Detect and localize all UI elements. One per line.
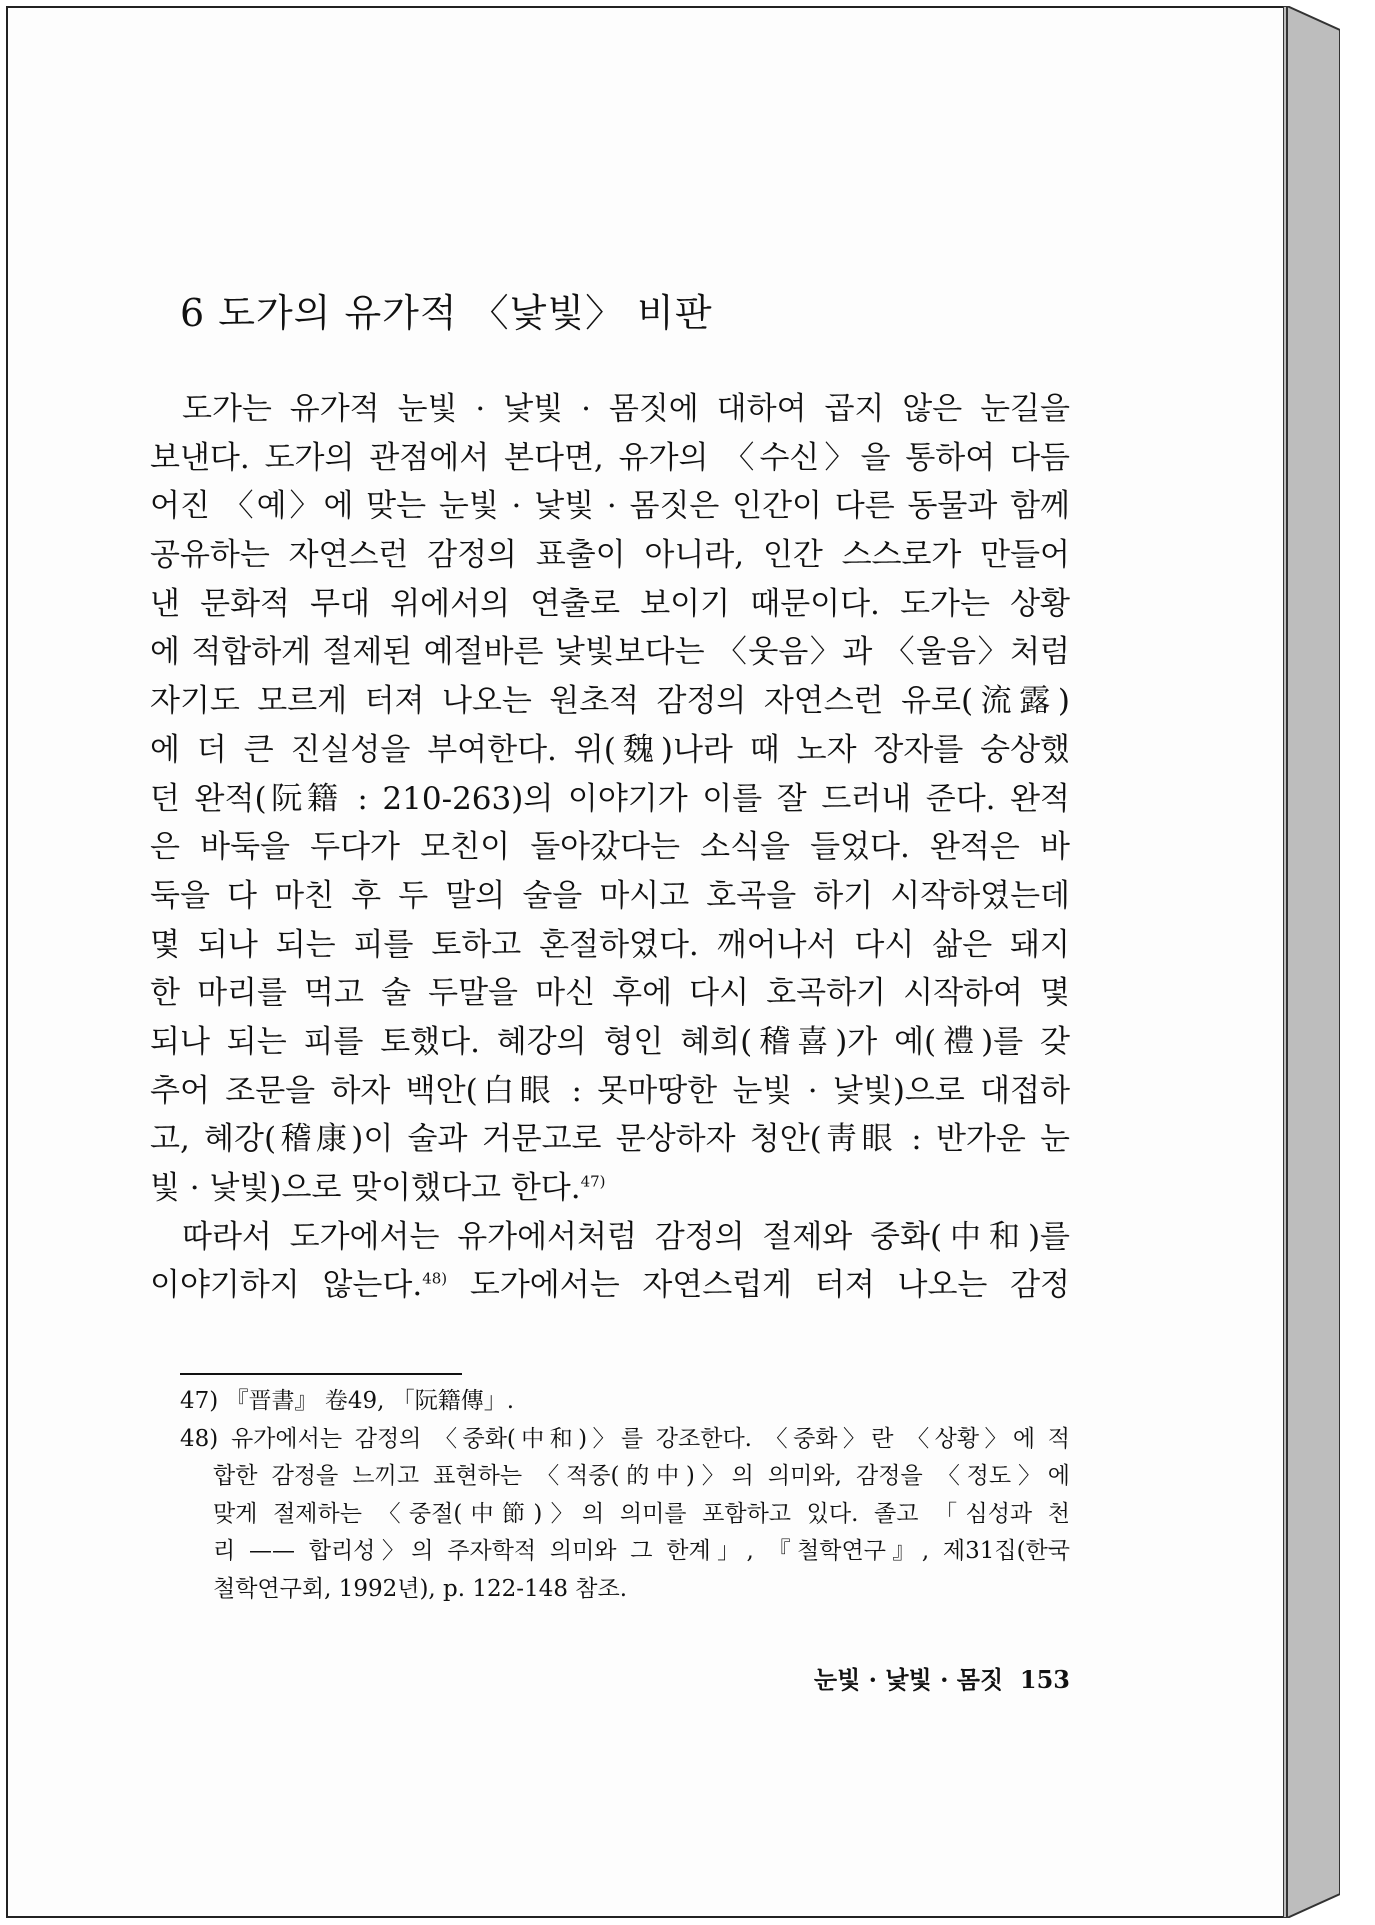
body-line: 되나 되는 피를 토했다. 혜강의 형인 혜희(稽喜)가 예(禮)를 갖 (150, 1023, 1070, 1060)
body-text (150, 385, 1070, 1310)
body-line-text: 빛 · 낯빛)으로 맞이했다고 한다. (150, 1170, 581, 1206)
footnote-line: 철학연구회, 1992년), p. 122-148 참조. (213, 1575, 628, 1602)
body-line: 어진 〈예〉에 맞는 눈빛 · 낯빛 · 몸짓은 인간이 다른 동물과 함께 (150, 488, 1070, 525)
body-line: 보낸다. 도가의 관점에서 본다면, 유가의 〈수신〉을 통하여 다듬 (150, 439, 1070, 476)
footnote-ref-47: 47) (580, 1172, 606, 1191)
section-heading: 6 도가의 유가적 〈낯빛〉 비판 (180, 291, 713, 335)
footnote-line: 47) 『晋書』 卷49, 「阮籍傳」. (180, 1388, 515, 1414)
footnote-line: 48) 유가에서는 감정의 〈중화(中和)〉를 강조한다. 〈중화〉란 〈상황〉에 적 (180, 1425, 1070, 1452)
body-line: 몇 되나 되는 피를 토하고 혼절하였다. 깨어나서 다시 삶은 돼지 (150, 926, 1070, 963)
footnote-line: 리 —— 합리성〉의 주자학적 의미와 그 한계」, 『철학연구』, 제31집(한국 (213, 1538, 1070, 1564)
body-line: 자기도 모르게 터져 나오는 원초적 감정의 자연스런 유로(流露) (150, 683, 1070, 720)
body-line: 공유하는 자연스런 감정의 표출이 아니라, 인간 스스로가 만들어 (150, 537, 1070, 574)
body-line (150, 1261, 1070, 1310)
body-line: 던 완적(阮籍 : 210-263)의 이야기가 이를 잘 드러내 준다. 완적 (150, 780, 1070, 817)
page-number: 153 (1019, 1665, 1070, 1694)
body-line: 따라서 도가에서는 유가에서처럼 감정의 절제와 중화(中和)를 (182, 1218, 1070, 1255)
footnote-ref-48: 48) (422, 1270, 448, 1289)
body-line: 추어 조문을 하자 백안(白眼 : 못마땅한 눈빛 · 낯빛)으로 대접하 (150, 1072, 1070, 1109)
footnote-line: 합한 감정을 느끼고 표현하는 〈적중(的中)〉의 의미와, 감정을 〈정도〉에 (213, 1463, 1070, 1489)
body-line: 에 더 큰 진실성을 부여한다. 위(魏)나라 때 노자 장자를 숭상했 (150, 731, 1070, 768)
body-line: 도가는 유가적 눈빛 · 낯빛 · 몸짓에 대하여 곱지 않은 눈길을 (182, 391, 1070, 427)
body-line: 한 마리를 먹고 술 두말을 마신 후에 다시 호곡하기 시작하여 몇 (150, 975, 1070, 1012)
body-line (150, 1164, 1070, 1213)
body-line-text: 이야기하지 않는다. (150, 1267, 423, 1304)
body-line: 에 적합하게 절제된 예절바른 낯빛보다는 〈웃음〉과 〈울음〉처럼 (150, 634, 1070, 671)
running-footer (700, 1660, 1070, 1695)
footnote-line: 맞게 절제하는 〈중절(中節)〉의 의미를 포함하고 있다. 졸고 「심성과 천 (213, 1500, 1070, 1527)
footnote-rule (180, 1373, 462, 1375)
body-line: 둑을 다 마친 후 두 말의 술을 마시고 호곡을 하기 시작하였는데 (150, 877, 1070, 914)
footnotes (180, 1383, 1070, 1608)
body-line: 고, 혜강(稽康)이 술과 거문고로 문상하자 청안(靑眼 : 반가운 눈 (150, 1121, 1070, 1158)
book-edge-shadow (1283, 6, 1340, 1918)
footer-title: 눈빛 · 낯빛 · 몸짓 (813, 1665, 1004, 1694)
body-line: 은 바둑을 두다가 모친이 돌아갔다는 소식을 들었다. 완적은 바 (150, 829, 1070, 866)
body-line: 낸 문화적 무대 위에서의 연출로 보이기 때문이다. 도가는 상황 (150, 585, 1070, 622)
body-line-text: 도가에서는 자연스럽게 터져 나오는 감정 (469, 1267, 1070, 1304)
